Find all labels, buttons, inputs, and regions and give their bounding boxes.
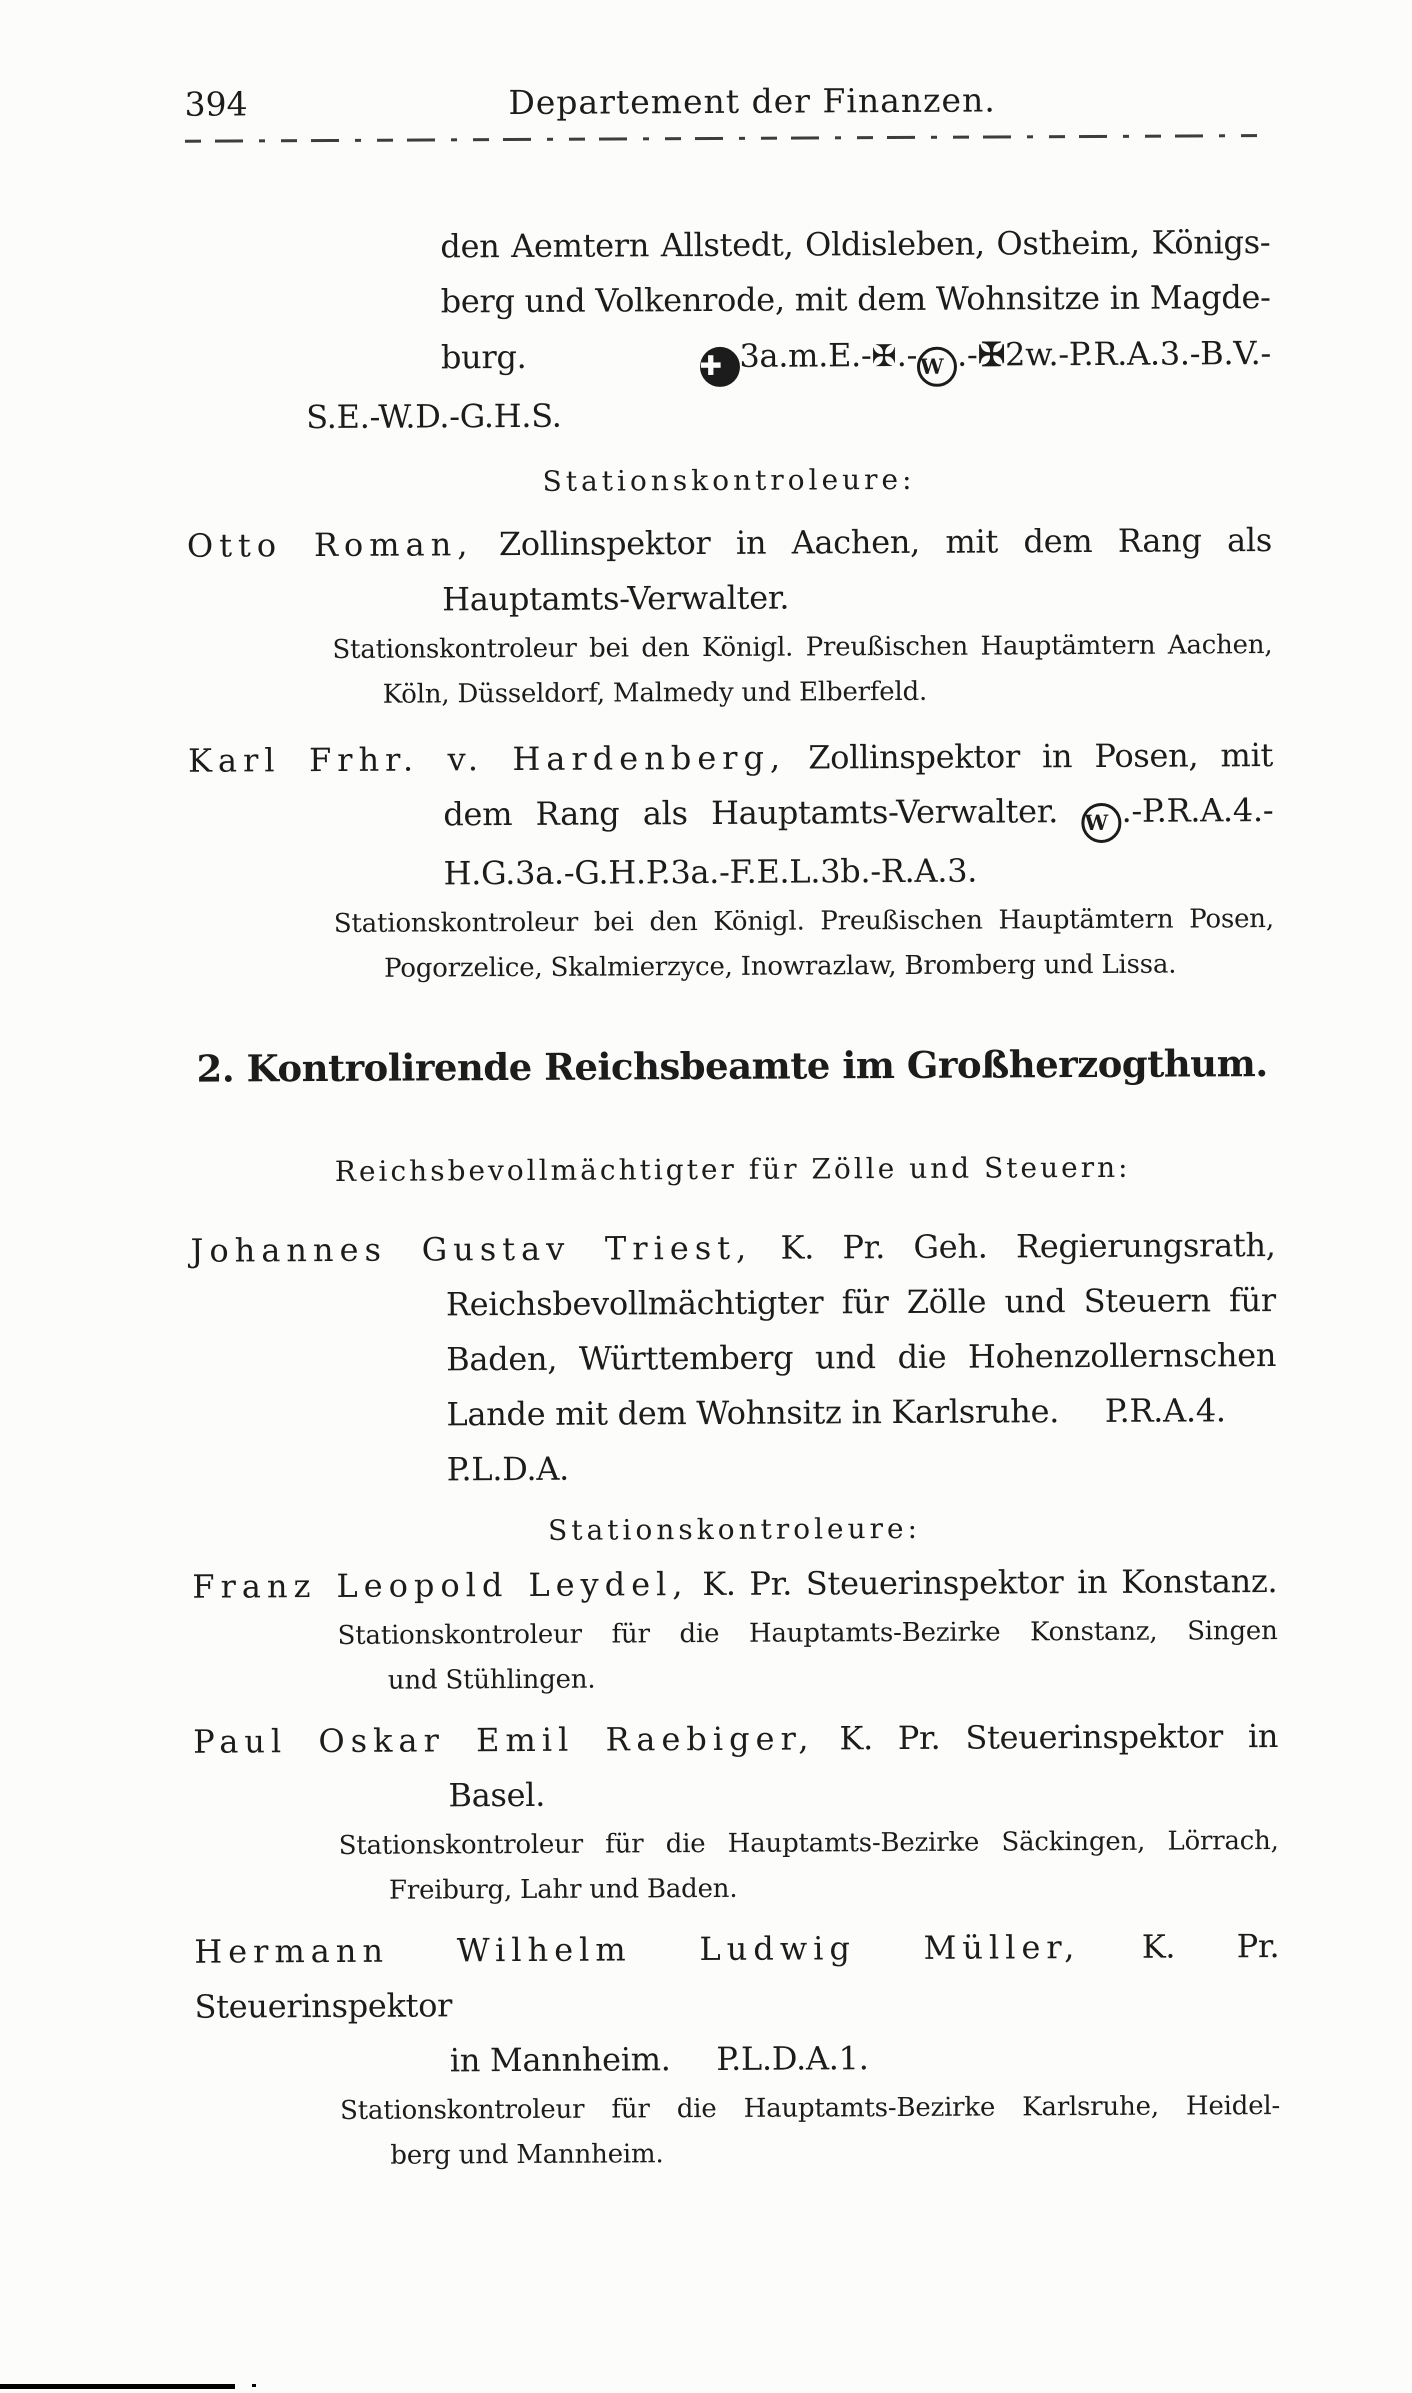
order-w-icon: W — [1081, 803, 1121, 843]
entry-hardenberg — [188, 728, 1274, 903]
text-fragment: P.R.A.4. — [1105, 1391, 1226, 1430]
note-line: Stationskontroleur für die Hauptamts-Bezirke Säckingen, Lörrach, — [339, 1819, 1279, 1869]
note-mueller — [195, 2084, 1280, 2180]
text-line: Reichsbevollmächtigter für Zölle und Steuern für — [446, 1273, 1276, 1332]
text-fragment: Zollinspektor in Posen, mit — [786, 736, 1273, 777]
entry-mueller — [194, 1919, 1280, 2090]
subheading-reichsbevollmaechtigter: Reichsbevollmächtigter für Zölle und Steuern: — [190, 1144, 1275, 1196]
note-line: Freiburg, Lahr und Baden. — [389, 1864, 1279, 1914]
entry-raebiger — [193, 1709, 1279, 1825]
note-line: berg und Mannheim. — [390, 2129, 1280, 2179]
entry-first-line — [190, 1218, 1275, 1279]
orders-line — [443, 783, 1273, 846]
text-line: den Aemtern Allstedt, Oldisleben, Ostheim, Königs- — [440, 215, 1270, 274]
orders-line — [446, 1383, 1276, 1442]
text-line: Baden, Württemberg und die Hohenzollernschen — [446, 1328, 1276, 1387]
round-medal-icon: ✚ — [699, 347, 739, 387]
text-fragment: burg. — [441, 338, 527, 376]
text-fragment: K. Pr. Geh. Regierungsrath, — [752, 1226, 1276, 1267]
orders-line — [450, 2029, 1280, 2088]
maltese-cross-icon: ✠ — [871, 339, 896, 374]
person-name: Paul Oskar Emil Raebiger, — [193, 1719, 815, 1760]
text-fragment: 2w.-P.R.A.3.-B.V.- — [1005, 334, 1271, 373]
heading-stationskontroleure: Stationskontroleure: — [186, 450, 1271, 511]
note-line: Köln, Düsseldorf, Malmedy und Elberfeld. — [383, 668, 1273, 718]
iron-cross-icon: ✠ — [977, 334, 1005, 373]
person-name: Hermann Wilhelm Ludwig Müller, — [194, 1928, 1080, 1971]
person-name: Otto Roman, — [187, 525, 474, 564]
header-rule — [185, 134, 1270, 143]
note-line: Stationskontroleur für die Hauptamts-Bezirke Karlsruhe, Heidel- — [340, 2084, 1280, 2134]
entry-first-line — [188, 728, 1273, 789]
text-fragment: K. Pr. Steuerinspektor in — [814, 1717, 1278, 1757]
note-line: Pogorzelice, Skalmierzyce, Inowrazlaw, Bromberg und Lissa. — [384, 942, 1274, 992]
text-fragment: P.L.D.A.1. — [716, 2039, 868, 2078]
text-fragment: dem Rang als Hauptamts-Verwalter. — [443, 792, 1081, 833]
entry-triest — [190, 1218, 1276, 1499]
text-fragment: K. Pr. Steuerinspektor — [194, 1927, 1279, 2026]
running-title: Departement der Finanzen. — [209, 79, 1294, 124]
person-name: Johannes Gustav Triest, — [190, 1229, 752, 1270]
entry-first-line — [194, 1919, 1280, 2035]
note-leydel — [193, 1609, 1278, 1705]
entry-first-line — [192, 1554, 1277, 1615]
text-line: Hauptamts-Verwalter. — [442, 568, 1272, 627]
page-number: 394 — [184, 84, 247, 123]
text-line: Basel. — [448, 1764, 1278, 1823]
entry-first-line — [187, 513, 1272, 574]
text-line: S.E.-W.D.-G.H.S. — [306, 385, 1271, 445]
scan-artifact-dot — [252, 2384, 256, 2387]
order-w-icon: W — [917, 347, 957, 387]
text-fragment: 3a.m.E.- — [739, 336, 871, 375]
note-line: Stationskontroleur bei den Königl. Preußischen Hauptämtern Posen, — [334, 897, 1274, 947]
paragraph-continuation — [185, 215, 1271, 446]
text-fragment: .- — [957, 336, 978, 374]
orders-line — [441, 325, 1271, 389]
person-name: Franz Leopold Leydel, — [192, 1565, 688, 1606]
note-hardenberg — [189, 897, 1274, 993]
scan-artifact-line — [0, 2384, 235, 2389]
text-fragment: K. Pr. Steuerinspektor in Konstanz. — [688, 1562, 1277, 1603]
entry-leydel — [192, 1554, 1277, 1615]
note-raebiger — [194, 1819, 1279, 1915]
note-line: Stationskontroleur für die Hauptamts-Bezirke Konstanz, Singen — [338, 1609, 1278, 1659]
text-fragment: .-P.R.A.4.- — [1121, 791, 1273, 830]
entry-first-line — [193, 1709, 1278, 1770]
text-fragment: .- — [897, 336, 918, 374]
text-line: berg und Volkenrode, mit dem Wohnsitze in Magde- — [440, 270, 1270, 329]
heading-stationskontroleure: Stationskontroleure: — [192, 1499, 1277, 1560]
text-line: P.L.D.A. — [447, 1438, 1277, 1497]
page-header — [184, 79, 1269, 131]
note-line: und Stühlingen. — [388, 1654, 1278, 1704]
section-heading: 2. Kontrolirende Reichsbeamte im Großherzogthum. — [189, 1032, 1274, 1100]
text-fragment: Lande mit dem Wohnsitz in Karlsruhe. — [446, 1392, 1059, 1433]
text-fragment: in Mannheim. — [450, 2040, 671, 2079]
person-name: Karl Frhr. v. Hardenberg, — [188, 739, 786, 780]
text-fragment: Zollinspektor in Aachen, mit dem Rang als — [473, 521, 1272, 563]
text-line: H.G.3a.-G.H.P.3a.-F.E.L.3b.-R.A.3. — [443, 842, 1273, 901]
entry-roman — [187, 513, 1273, 629]
note-roman — [187, 623, 1272, 719]
note-line: Stationskontroleur bei den Königl. Preußischen Hauptämtern Aachen, — [332, 623, 1272, 673]
